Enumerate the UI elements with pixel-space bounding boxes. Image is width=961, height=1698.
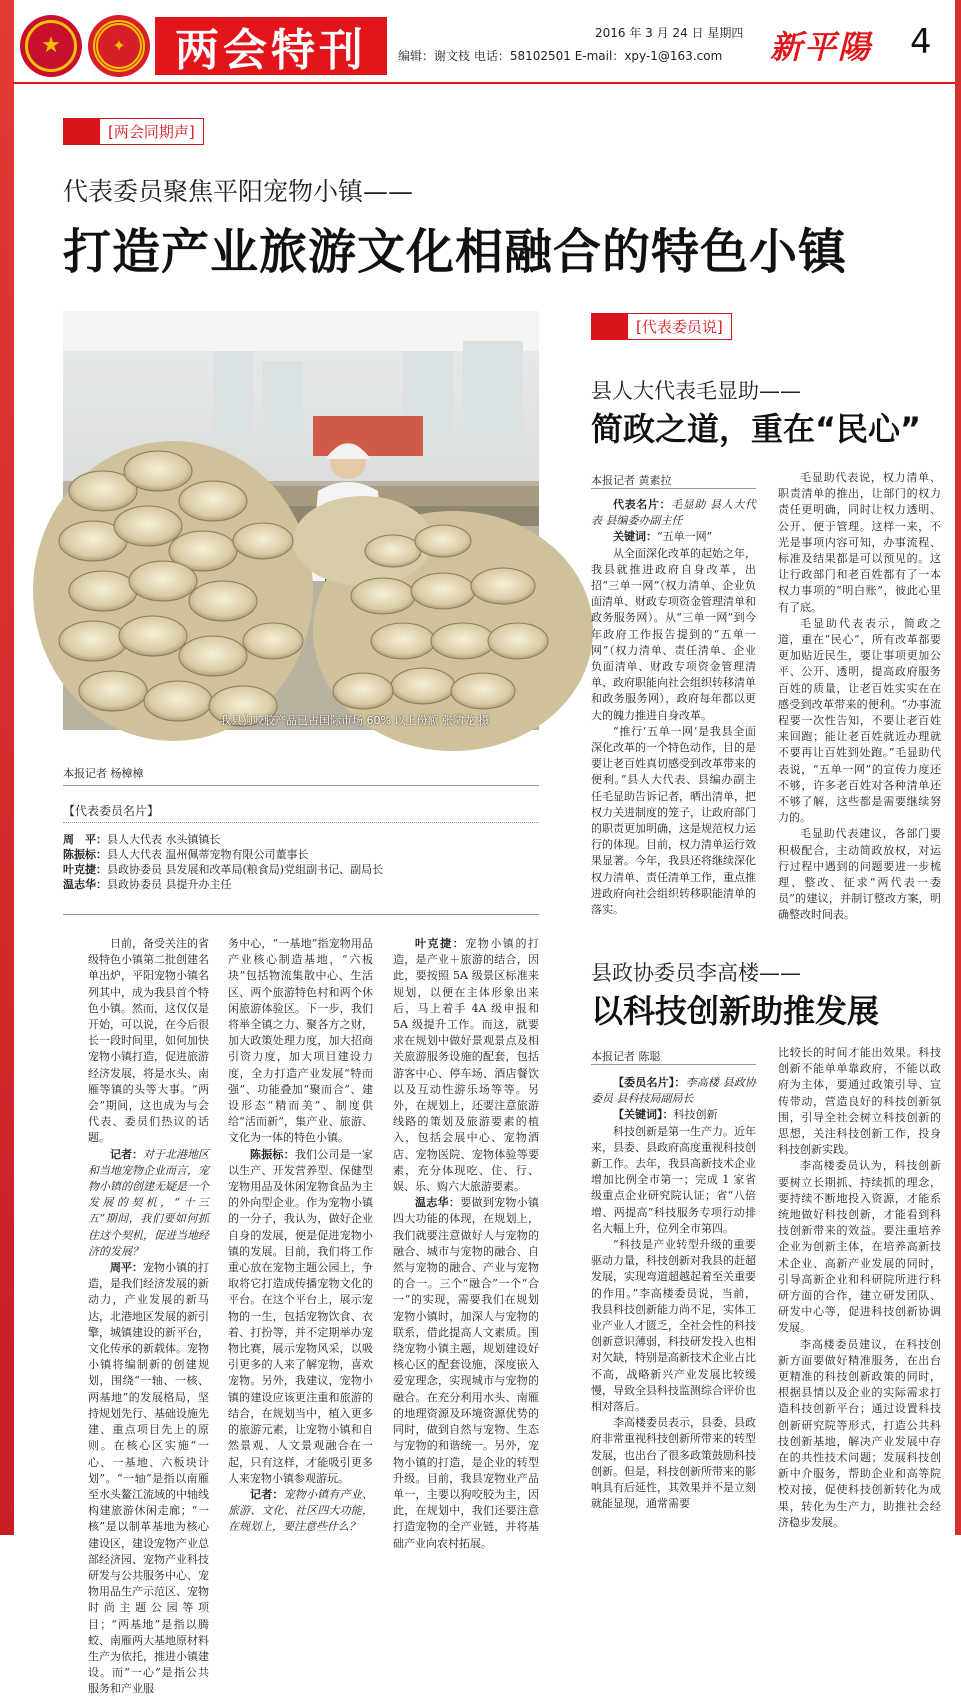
paragraph: 比较长的时间才能出效果。科技创新不能单单靠政府，不能以政府为主体，要通过政策引导、宣传带动，营造良好的科技创新氛围，引导全社会树立科技创新的思想，关注科技创新工作，投身科技创新实践。 [778, 1046, 941, 1157]
lead-column-1 [88, 936, 209, 1696]
lead-headline: 打造产业旅游文化相融合的特色小镇 [63, 224, 848, 280]
cppcc-emblem-icon: ✦ [88, 15, 150, 77]
paragraph: 记者：宠物小镇有产业、旅游、文化、社区四大功能，在规划上，要注意些什么？ [228, 1487, 374, 1534]
divider [63, 785, 539, 786]
paragraph: 【委员名片】：李高楼 县政协委员 县科技局副局长 [591, 1076, 756, 1106]
paragraph: 代表名片：毛显助 县人大代表 县编委办副主任 [591, 498, 756, 528]
paragraph: “科技是产业转型升级的重要驱动力量，科技创新对我县的赶超发展，实现弯道超越起着至关重要的作用。”李高楼委员说，当前，我县科技创新能力尚不足，实体工业产业人才匮乏，全社会性的科技创新意识薄弱，科技研发投入也相对欠缺，特别是高新技术企业占比不高，战略新兴产业发展比较缓慢，导致全县科技监测综合评价也相对落后。 [591, 1238, 756, 1414]
paragraph: 叶克捷：宠物小镇的打造，是产业＋旅游的结合，因此，要按照 5A 级景区标准来规划，以便在主体形象出来后，马上着手 4A 级申报和 5A 级提升工作。而这，就要求在规划中做好景观景点及相关旅游服务设施的配套，包括游客中心、停车场、酒店餐饮以及互动性游乐场等等。另外，在规划上，还要注意旅游线路的策划及旅游要素的植入，包括会展中心、宠物酒店、宠物医院、宠物体验等要素，充分体现吃、住、行、娱、乐、购六大旅游要素。 [393, 937, 540, 1194]
story1-section-tag [591, 313, 732, 340]
lead-column-3 [393, 936, 540, 1550]
dotted-divider [63, 822, 539, 823]
lead-section-tag [63, 118, 204, 145]
story1-headline: 简政之道，重在“民心” [591, 410, 922, 448]
lead-kicker: 代表委员聚焦平阳宠物小镇—— [63, 177, 414, 206]
tag-bar [592, 314, 628, 339]
story1-column-2 [778, 470, 941, 922]
story2-kicker: 县政协委员李高楼—— [591, 961, 801, 985]
paragraph: 关键词：“五单一网” [613, 530, 713, 544]
lead-column-2 [228, 936, 374, 1534]
paragraph: “推行‘五单一网’是我县全面深化改革的一个特色动作，目的是要让老百姓真切感受到改革带来的便利。”县人大代表、县编办副主任毛显助告诉记者，晒出清单，把权力关进制度的笼子，让政府部门的职责更加明确，这是规范权力运行的体现。目前，权力清单运行效果显著。今年，我县还将继续深化权力清单、责任清单工作，重点推进政府向社会组织转移职能清单的落实。 [591, 724, 756, 917]
paragraph: 毛显助代表建议，各部门要积极配合，主动简政放权，对运行过程中遇到的问题要进一步梳理、整改、征求“两代表一委员”的建议，并制订整改方案，明确整改时间表。 [778, 827, 941, 922]
masthead-rule [14, 82, 955, 84]
paragraph: 记者：对于北港地区和当地宠物企业而言，宠物小镇的创建无疑是一个发展的契机，“十三五”期间，我们要如何抓住这个契机，促进当地经济的发展？ [88, 1147, 209, 1258]
right-red-edge [955, 0, 961, 1535]
card-row: 周 平：县人大代表 水头镇镇长 [63, 833, 221, 846]
paragraph: 李高楼委员建议，在科技创新方面要做好精准服务，在出台更精准的科技创新政策的同时，根据县情以及企业的实际需求打造科技创新平台；通过设置科技创新研究院等形式，打造公共科技创新基地，解决产业发展中存在的共性技术问题；发展科技创新中介服务，帮助企业和高等院校对接，促使科技创新转化为成果，转化为生产力，助推社会经济稳步发展。 [778, 1337, 941, 1529]
paragraph: 周平：宠物小镇的打造，是我们经济发展的新动力，产业发展的新马达，北港地区发展的新引擎，城镇建设的新平台，文化传承的新载体。宠物小镇将编制新的创建规划，围绕“一轴、一核、两基地”的发展格局，坚持规划先行、基础设施先建、重点项目先上的原则。在核心区实施“一心、一基地、六板块计划”。“一轴”是指以南雁至水头鳌江流域的中轴线构建旅游休闲走廊；“一核”是以制革基地为核心建设区，建设宠物产业总部经济园、宠物产业科技研发与公共服务中心、宠物用品生产示范区、宠物时尚主题公园等项目；“两基地”是指以腾蛟、南雁两大基地原材料生产为依托，推进小镇建设。而“一心”是指公共服务和产业服 [88, 1261, 209, 1696]
national-emblem-icon: ★ [20, 15, 82, 77]
paragraph: 【关键词】：科技创新 [613, 1108, 718, 1122]
newspaper-logo: 新平陽 [770, 28, 873, 66]
left-red-edge [0, 0, 14, 1535]
paragraph: 毛显助代表表示，简政之道，重在“民心”，所有改革都要更加贴近民生，要让事项更加公平、公开、透明，提高政府服务百姓的质量，让老百姓实实在在感受到改革带来的便利。“办事流程要一次性告知，不要让老百姓来回跑；能让老百姓就近办理就不要再让百姓到处跑。”毛显助代表说，“五单一网”的宣传力度还不够，许多老百姓对各种清单还不够了解，这些都是需要继续努力的。 [778, 616, 941, 825]
paragraph: 温志华：要做到宠物小镇四大功能的体现，在规划上，我们就要注意做好人与宠物的融合、城市与宠物的融合、自然与宠物的融合、产业与宠物的合一。三个“融合”一个“合一”的实现，需要我们在规划宠物小镇时，加深人与宠物的联系，借此提高人文素质。围绕宠物小镇主题，规划建设好核心区的配套设施，深度嵌入爱宠理念，实现城市与宠物的融合。在充分利用水头、南雁的地理资源及环境资源优势的同时，做到自然与宠物、生态与宠物的和谐统一。另外，宠物小镇的打造，是企业的转型升级。目前，我县宠物业产品单一，主要以狗咬胶为主，因此，在规划中，我们还要注意打造宠物的全产业链，并将基础产业向农村拓展。 [393, 1196, 540, 1550]
paragraph: 务中心，“一基地”指宠物用品产业核心制造基地，“六板块”包括物流集散中心、生活区、两个旅游特色村和两个休闲旅游体验区。下一步，我们将举全镇之力、聚各方之财，加大政策处理力度，加大招商引资力度，加大项目建设力度，全力打造产业发展“特而强”、功能叠加“聚而合”、建设形态“精而美”、制度供给“活而新”，集产业、旅游、文化为一体的特色小镇。 [228, 937, 373, 1145]
lead-photo [63, 311, 539, 730]
editor-line: 编辑：谢文枝 电话：58102501 E-mail：xpy-1@163.com [398, 49, 723, 63]
page-number: 4 [910, 22, 932, 62]
paragraph: 李高楼委员认为，科技创新要树立长期抓、持续抓的理念，要持续不断地投入资源，才能系统地做好科技创新，才能看到科技创新带来的效益。要注重培养企业为创新主体，在培养高新技术企业、高新产业发展的同时，引导高新企业和科研院所进行科研方面的合作，建立研发团队、研发中心等，促进科技创新协调发展。 [778, 1159, 941, 1335]
tag-label: [两会同期声] [108, 123, 195, 141]
card-row: 叶克捷：县政协委员 县发展和改革局(粮食局)党组副书记、副局长 [63, 863, 384, 876]
story2-headline: 以科技创新助推发展 [591, 992, 880, 1030]
story2-column-1 [591, 1075, 756, 1515]
story2-byline: 本报记者 陈聪 [591, 1050, 661, 1063]
card-row: 温志华：县政协委员 县提升办主任 [63, 878, 232, 891]
card-list [63, 832, 539, 892]
tag-label: [代表委员说] [636, 318, 723, 336]
divider [63, 914, 539, 915]
paragraph: 陈振标：我们公司是一家以生产、开发营养型、保健型宠物用品及休闲宠物食品为主的外向型企业。作为宠物小镇的一分子，我认为，做好企业自身的发展，便是促进宠物小镇的发展。目前，我们将工作重心放在宠物主题公园上，争取将它打造成传播宠物文化的平台。在这个平台上，展示宠物的一生，包括宠物饮食、衣着、打扮等，并不定期举办宠物比赛，展示宠物风采，以吸引更多的人来了解宠物，喜欢宠物。另外，我建议，宠物小镇的建设应该更注重和旅游的结合，在规划当中，植入更多的旅游元素，让宠物小镇和自然景观、人文景观融合在一起，只有这样，才能吸引更多人来宠物小镇参观游玩。 [228, 1147, 374, 1485]
divider [591, 488, 756, 489]
date-line: 2016 年 3 月 24 日 星期四 [595, 26, 744, 40]
card-row: 陈振标：县人大代表 温州佩蒂宠物有限公司董事长 [63, 848, 309, 861]
story1-byline: 本报记者 黄素拉 [591, 474, 672, 487]
story2-column-2 [778, 1045, 941, 1529]
story1-kicker: 县人大代表毛显助—— [591, 379, 801, 403]
lead-byline: 本报记者 杨樟樟 [63, 767, 144, 780]
paragraph: 科技创新是第一生产力。近年来，县委、县政府高度重视科技创新工作。去年，我县高新技术企业增加比例全市第一；完成 1 家省级重点企业研究院认证；省“八倍增、两提高”科技服务专项行动排名大幅上升，位列全市第四。 [591, 1124, 756, 1235]
card-title: 【代表委员名片】 [63, 804, 160, 818]
paragraph: 毛显助代表说，权力清单、职责清单的推出，让部门的权力责任更明确，同时让权力透明、公开、便于管理。这样一来，不光是事项内容可知，办事流程、标准及结果都是可以预见的。这让行政部门和老百姓都有了一本权力事项的“明白账”，彼此心里有了底。 [778, 471, 941, 614]
tag-bar [64, 119, 100, 144]
story1-column-1 [591, 497, 756, 917]
factory-photo-illustration [63, 311, 539, 730]
divider [591, 1064, 756, 1065]
paragraph: 日前，备受关注的省级特色小镇第二批创建名单出炉，平阳宠物小镇名列其中，成为我县首个特色小镇。然而，这仅仅是开始，可以说，在今后很长一段时间里，如何加快宠物小镇打造，促进旅游经济发展，将是水头、南雁等镇的头等大事。“两会”期间，这也成为与会代表、委员们热议的话题。 [88, 937, 209, 1145]
paragraph: 从全面深化改革的起始之年，我县就推进政府自身改革，出招“三单一网”（权力清单、企业负面清单、财政专项资金管理清单和政务服务网）。从“三单一网”到今年政府工作报告提到的“五单一网”（权力清单、责任清单、企业负面清单、财政专项资金管理清单、政府职能向社会组织转移清单和政务服务网），政府每年都以更大的魄力推进自身改革。 [591, 546, 756, 722]
photo-caption: 我县狗咬胶产品已占国际市场 60% 以上份额 张啸龙 摄 [220, 714, 490, 727]
section-banner: 两会特刊 [155, 17, 387, 75]
paragraph: 李高楼委员表示，县委、县政府非常重视科技创新所带来的转型发展，也出台了很多政策鼓励科技创新。但是，科技创新所带来的影响具有后延性，其效果并不是立刻就能显现，通常需要 [591, 1416, 756, 1511]
